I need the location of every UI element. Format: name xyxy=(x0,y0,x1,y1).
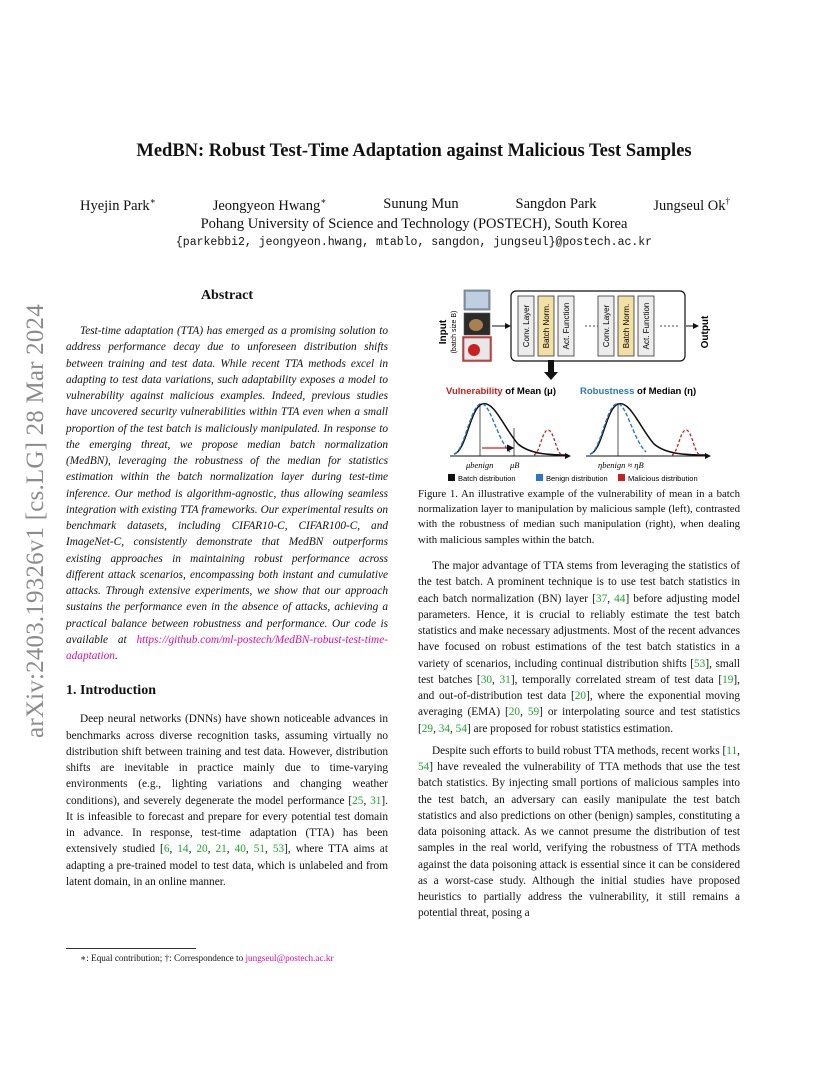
mean-panel xyxy=(450,404,570,470)
paper-title: MedBN: Robust Test-Time Adaptation against Malicious Test Samples xyxy=(136,141,692,161)
affiliation: Pohang University of Science and Technology (POSTECH), South Korea xyxy=(200,216,628,232)
layer-label: Conv. Layer xyxy=(602,304,611,348)
legend-swatch xyxy=(448,474,455,481)
citation-link[interactable]: 6 xyxy=(163,843,170,856)
footnote-rule xyxy=(66,948,196,949)
figure-1-diagram xyxy=(418,288,740,488)
median-malicious-curve xyxy=(672,430,700,455)
mean-malicious-curve xyxy=(534,430,562,455)
citation-link[interactable]: 34 xyxy=(438,722,451,735)
right-paragraph-2: Despite such efforts to build robust TTA methods, recent works [11, 54] have revealed the vulnerability of TTA methods that use the test batch statistics. By injecting small portions of malicious samples into the test batch, an adversary can easily manipulate the test batch statistics and also predictions on other (benign) samples, constituting a data poisoning attack. As we cannot presume the distribution of test samples in the real world, verifying the robustness of TTA methods against the data poisoning attack is essential since it can be considered as a worst-case study. Although the initial studies have proposed heuristics to partially address the vulnerability, it still remains a potential threat, posing a xyxy=(418,744,740,920)
mean-batch-curve xyxy=(454,404,568,455)
author-name: Jeongyeon Hwang∗ xyxy=(212,196,327,214)
footnote-text: ∗: Equal contribution; †: Correspondence to xyxy=(80,953,246,963)
citation-link[interactable]: 53 xyxy=(694,657,706,670)
citation-link[interactable]: 20 xyxy=(574,690,587,702)
network-layer xyxy=(518,296,534,356)
left-column xyxy=(66,288,388,896)
citation-link[interactable]: 30 xyxy=(480,673,492,686)
right-column-text xyxy=(418,558,740,928)
citation-link[interactable]: 11 xyxy=(726,744,738,757)
citation-link[interactable]: 31 xyxy=(370,794,382,807)
arxiv-stamp xyxy=(20,286,52,756)
figure-legend xyxy=(448,474,698,483)
median-batch-curve xyxy=(590,404,706,455)
mu-b-label: μB xyxy=(510,460,520,470)
batch-size-label: (batch size B) xyxy=(451,310,458,354)
network-layer xyxy=(538,296,554,356)
legend-item xyxy=(448,474,516,483)
right-paragraph-1: The major advantage of TTA stems from leveraging the statistics of the test batch. A prominent technique is to use test batch statistics in each batch normalization (BN) layer [37, 44] before adjusting model parameters. Hence, it is crucial to reliably estimate the test batch statistics and make necessary adjustments. Most of the recent advances have focused on robust estimations of the test batch statistics in a variety of scenarios, including continual distribution shifts [53], small test batches [30, 31], temporally correlated stream of test data [19], and out-of-distribution test data [20], where the exponential moving averaging (EMA) [20, 59] or interpolating source and test statistics [29, 34, 54] are proposed for robust statistics estimation. xyxy=(418,560,740,735)
citation-link[interactable]: 20 xyxy=(508,706,521,719)
author-emails: {parkebbi2, jeongyeon.hwang, mtablo, sangdon, jungseul}@postech.ac.kr xyxy=(175,236,653,249)
legend-item xyxy=(618,474,698,483)
citation-link[interactable]: 37 xyxy=(595,592,608,605)
citation-link[interactable]: 54 xyxy=(418,761,430,773)
intro-paragraph: Deep neural networks (DNNs) have shown noticeable advances in benchmarks across diverse recognition tasks, assuming virtually no distribution shift between training and test data. However, distribution shifts are inevitable in practice mainly due to time-varying environments (e.g., lighting variations and changing weather conditions), and severely degenerate the model performance [25, 31]. It is infeasible to forecast and prepare for every potential test domain in advance. In response, test-time adaptation (TTA) has been extensively studied [6, 14, 20, 21, 40, 51, 53], where TTA aims at adapting a pre-trained model to test data, which is unlabeled and from latent domain, in an online manner. xyxy=(66,713,388,888)
citation-link[interactable]: 54 xyxy=(455,722,467,735)
citation-link[interactable]: 31 xyxy=(499,673,511,686)
mean-benign-curve xyxy=(454,404,510,454)
legend-label: Batch distribution xyxy=(458,474,516,483)
legend-label: Benign distribution xyxy=(546,474,608,483)
network-layer xyxy=(618,296,634,356)
abstract-body: Test-time adaptation (TTA) has emerged as a promising solution to address performance decay due to unforeseen distribution shifts between training and test data. While recent TTA methods excel in adapting to test data variations, such adaptability exposes a model to vulnerability against malicious examples. Indeed, previous studies have uncovered security vulnerabilities within TTA even when a small proportion of the test batch is maliciously manipulated. In response to the emerging threat, we propose median batch normalization (MedBN), leveraging the robustness of the median for statistics estimation within the batch normalization layer during test-time inference. Our method is algorithm-agnostic, thus allowing seamless integration with existing TTA frameworks. Our experimental results on benchmark datasets, including CIFAR10-C, CIFAR100-C, and ImageNet-C, consistently demonstrate that MedBN outperforms existing approaches in maintaining robust performance across different attack scenarios, encompassing both instant and cumulative attacks. Through extensive experiments, we show that our approach sustains the performance even in the absence of attacks, achieving a practical balance between robustness and performance. Our code is available at xyxy=(66,325,388,646)
layer-label: Conv. Layer xyxy=(522,304,531,348)
layer-label: Act. Function xyxy=(642,302,651,350)
author-name: Sunung Mun xyxy=(383,196,459,212)
output-label: Output xyxy=(700,315,711,349)
author-mark: ∗ xyxy=(320,196,327,206)
citation-link[interactable]: 29 xyxy=(421,722,434,735)
footnote xyxy=(80,952,400,964)
figure-1 xyxy=(418,288,740,488)
citation-link[interactable]: 53 xyxy=(272,843,285,856)
network-layer xyxy=(638,296,654,356)
author-mark: † xyxy=(725,196,730,206)
layer-label: Batch Norm. xyxy=(622,303,631,349)
mu-benign-label: μbenign xyxy=(466,460,494,470)
citation-link[interactable]: 21 xyxy=(215,843,227,856)
citation-link[interactable]: 51 xyxy=(253,843,266,856)
abstract-text xyxy=(66,323,388,664)
citation-link[interactable]: 59 xyxy=(527,706,540,719)
legend-item xyxy=(536,474,608,483)
citation-link[interactable]: 14 xyxy=(177,843,189,856)
abstract-end: . xyxy=(114,650,118,662)
author-mark: ∗ xyxy=(149,196,156,206)
citation-link[interactable]: 40 xyxy=(234,843,246,856)
citation-link[interactable]: 19 xyxy=(722,673,734,686)
citation-link[interactable]: 20 xyxy=(196,843,208,856)
legend-swatch xyxy=(536,474,543,481)
eta-label: ηbenign ≈ ηB xyxy=(598,460,644,470)
vulnerability-title: Vulnerability of Mean (μ) xyxy=(446,386,556,397)
input-images xyxy=(463,290,491,361)
median-panel xyxy=(586,404,710,470)
input-label: Input xyxy=(438,319,449,345)
arxiv-identifier: arXiv:2403.19326v1 [cs.LG] 28 Mar 2024 xyxy=(22,304,50,738)
network-layer xyxy=(598,296,614,356)
author-name: Jungseul Ok† xyxy=(653,196,730,214)
footnote-email-link[interactable]: jungseul@postech.ac.kr xyxy=(245,953,334,963)
author-name: Sangdon Park xyxy=(515,196,597,212)
citation-link[interactable]: 25 xyxy=(352,794,364,807)
network-layer xyxy=(558,296,574,356)
robustness-title: Robustness of Median (η) xyxy=(580,386,697,397)
figure-1-caption: Figure 1. An illustrative example of the vulnerability of mean in a batch normalization layer to manipulation by malicious sample (left), contrasted with the robustness of median such manipulation (right), when dealing with malicious samples within the batch. xyxy=(418,488,740,546)
author-list xyxy=(80,196,730,215)
layer-label: Act. Function xyxy=(562,302,571,350)
section-heading-introduction: 1. Introduction xyxy=(66,683,156,699)
layer-label: Batch Norm. xyxy=(542,303,551,349)
legend-swatch xyxy=(618,474,625,481)
citation-link[interactable]: 44 xyxy=(614,592,626,605)
author-name: Hyejin Park∗ xyxy=(80,196,156,214)
code-link[interactable]: https://github.com/ml-postech/MedBN-robust-test-time-adaptation xyxy=(66,633,388,662)
legend-label: Malicious distribution xyxy=(628,474,698,483)
abstract-heading: Abstract xyxy=(200,288,254,303)
